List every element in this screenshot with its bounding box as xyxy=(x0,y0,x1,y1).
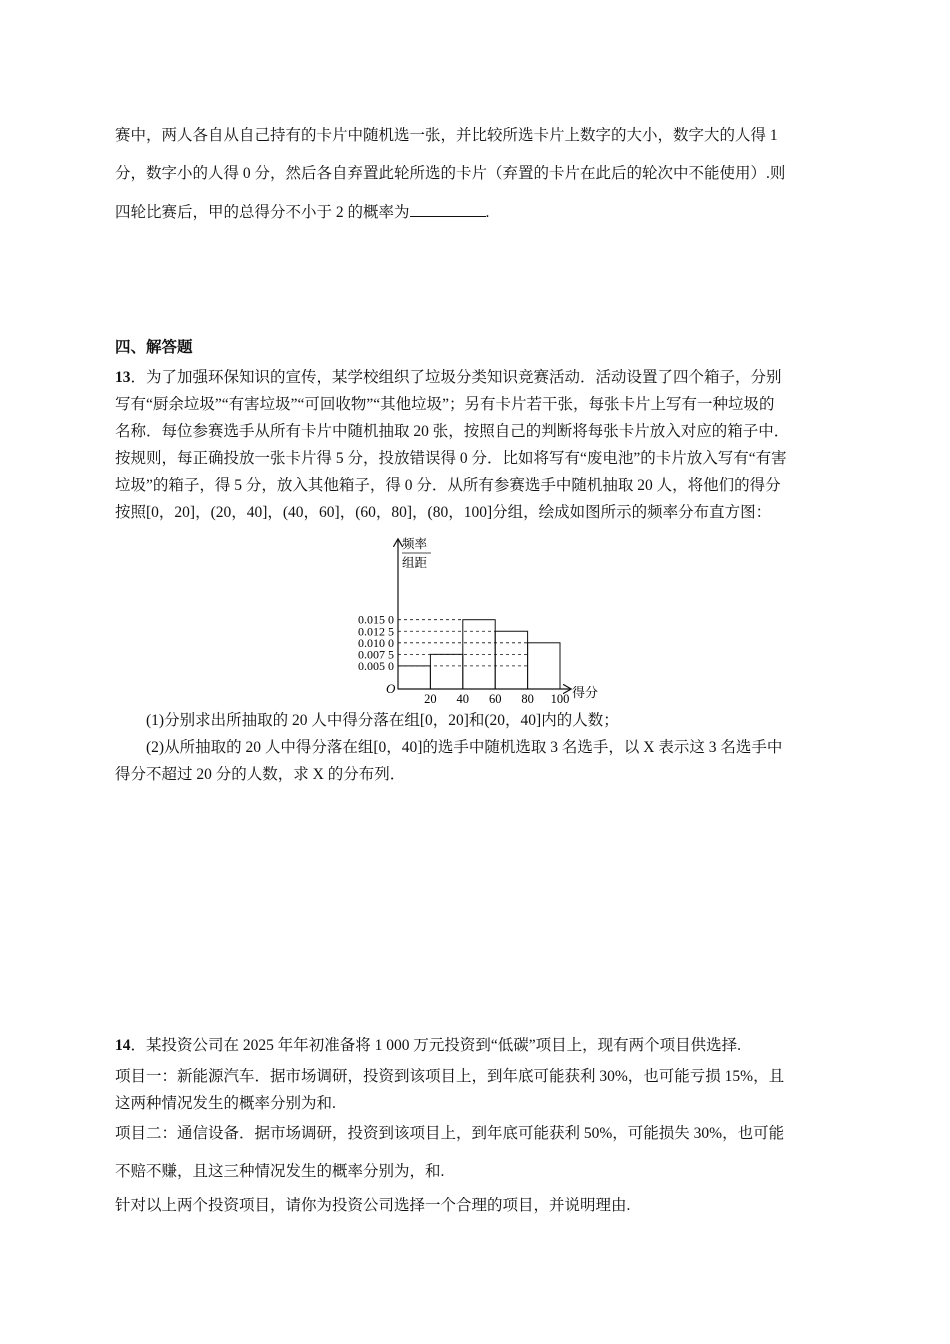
y-label-top: 频率 xyxy=(402,537,428,551)
q13-sub-1: (1)分别求出所抽取的 20 人中得分落在组[0，20]和(20，40]内的人数； xyxy=(146,712,619,729)
q13-sub-2-line-2: 得分不超过 20 分的人数，求 X 的分布列． xyxy=(115,766,406,783)
q13-line-1-text: ．为了加强环保知识的宣传，某学校组织了垃圾分类知识竞赛活动．活动设置了四个箱子，分别 xyxy=(130,369,782,386)
x-tick-label-3: 80 xyxy=(521,692,534,706)
q14-line-2: 项目一：新能源汽车．据市场调研，投资到该项目上，到年底可能获利 30%，也可能亏损 15%，且 xyxy=(115,1068,785,1085)
q12-line-3 xyxy=(115,202,845,223)
frequency-histogram xyxy=(330,532,620,708)
q13-line-2: 写有“厨余垃圾”“有害垃圾”“可回收物”“其他垃圾”；另有卡片若干张，每张卡片上写有一种垃圾的 xyxy=(115,396,775,413)
q14-line-5: 不赔不赚，且这三种情况发生的概率分别为，和. xyxy=(115,1163,445,1180)
q13-sub-2-line-1: (2)从所抽取的 20 人中得分落在组[0，40]的选手中随机选取 3 名选手，以 X 表示这 3 名选手中 xyxy=(146,739,783,756)
x-tick-label-4: 100 xyxy=(550,692,570,706)
q14-line-4: 项目二：通信设备．据市场调研，投资到该项目上，到年底可能获利 50%，可能损失 30%，也可能 xyxy=(115,1125,785,1142)
histogram-bar-4 xyxy=(528,643,560,689)
y-tick-label-4: 0.015 0 xyxy=(358,612,394,627)
q14-line-1 xyxy=(115,1036,845,1056)
origin-label: O xyxy=(386,681,396,696)
y-label-bottom: 组距 xyxy=(402,556,428,570)
q12-line-1: 赛中，两人各自从自己持有的卡片中随机选一张，并比较所选卡片上数字的大小，数字大的人得 1 xyxy=(115,127,778,144)
x-axis-label: 得分 xyxy=(572,685,599,700)
x-tick-label-2: 60 xyxy=(488,692,502,706)
q14-line-1-text: ．某投资公司在 2025 年年初准备将 1 000 万元投资到“低碳”项目上，现有两个项目供选择. xyxy=(130,1037,742,1054)
answer-blank xyxy=(410,202,486,217)
y-tick-label-1: 0.007 5 xyxy=(358,647,394,662)
q14-number: 14 xyxy=(115,1037,131,1054)
q13-line-5: 垃圾”的箱子，得 5 分，放入其他箱子，得 0 分．从所有参赛选手中随机抽取 20 人，将他们的得分 xyxy=(115,477,781,494)
y-tick-label-2: 0.010 0 xyxy=(358,635,394,650)
x-tick-label-1: 40 xyxy=(456,692,470,706)
histogram-bar-1 xyxy=(430,654,462,689)
q12-line-3-text: 四轮比赛后，甲的总得分不小于 2 的概率为 xyxy=(115,204,410,221)
section-title: 四、解答题 xyxy=(115,339,193,356)
q12-line-2: 分，数字小的人得 0 分，然后各自弃置此轮所选的卡片（弃置的卡片在此后的轮次中不能使用）.则 xyxy=(115,165,786,182)
q12-line-3-end: . xyxy=(485,204,490,221)
q13-line-1 xyxy=(115,368,845,388)
y-tick-label-3: 0.012 5 xyxy=(358,624,394,639)
q13-number: 13 xyxy=(115,369,131,386)
histogram-bar-0 xyxy=(398,666,430,689)
q14-line-6: 针对以上两个投资项目，请你为投资公司选择一个合理的项目，并说明理由. xyxy=(115,1197,631,1214)
q13-line-6: 按照[0，20]，(20，40]，(40，60]，(60，80]，(80，100]分组，绘成如图所示的频率分布直方图： xyxy=(115,504,772,521)
x-tick-label-0: 20 xyxy=(424,692,437,706)
histogram-bar-3 xyxy=(495,631,527,689)
q13-line-4: 按规则，每正确投放一张卡片得 5 分，投放错误得 0 分．比如将写有“废电池”的卡片放入写有“有害 xyxy=(115,450,787,467)
q13-line-3: 名称．每位参赛选手从所有卡片中随机抽取 20 张，按照自己的判断将每张卡片放入对应的箱子中． xyxy=(115,423,790,440)
y-tick-label-0: 0.005 0 xyxy=(358,658,394,673)
q14-line-3: 这两种情况发生的概率分别为和. xyxy=(115,1095,336,1112)
